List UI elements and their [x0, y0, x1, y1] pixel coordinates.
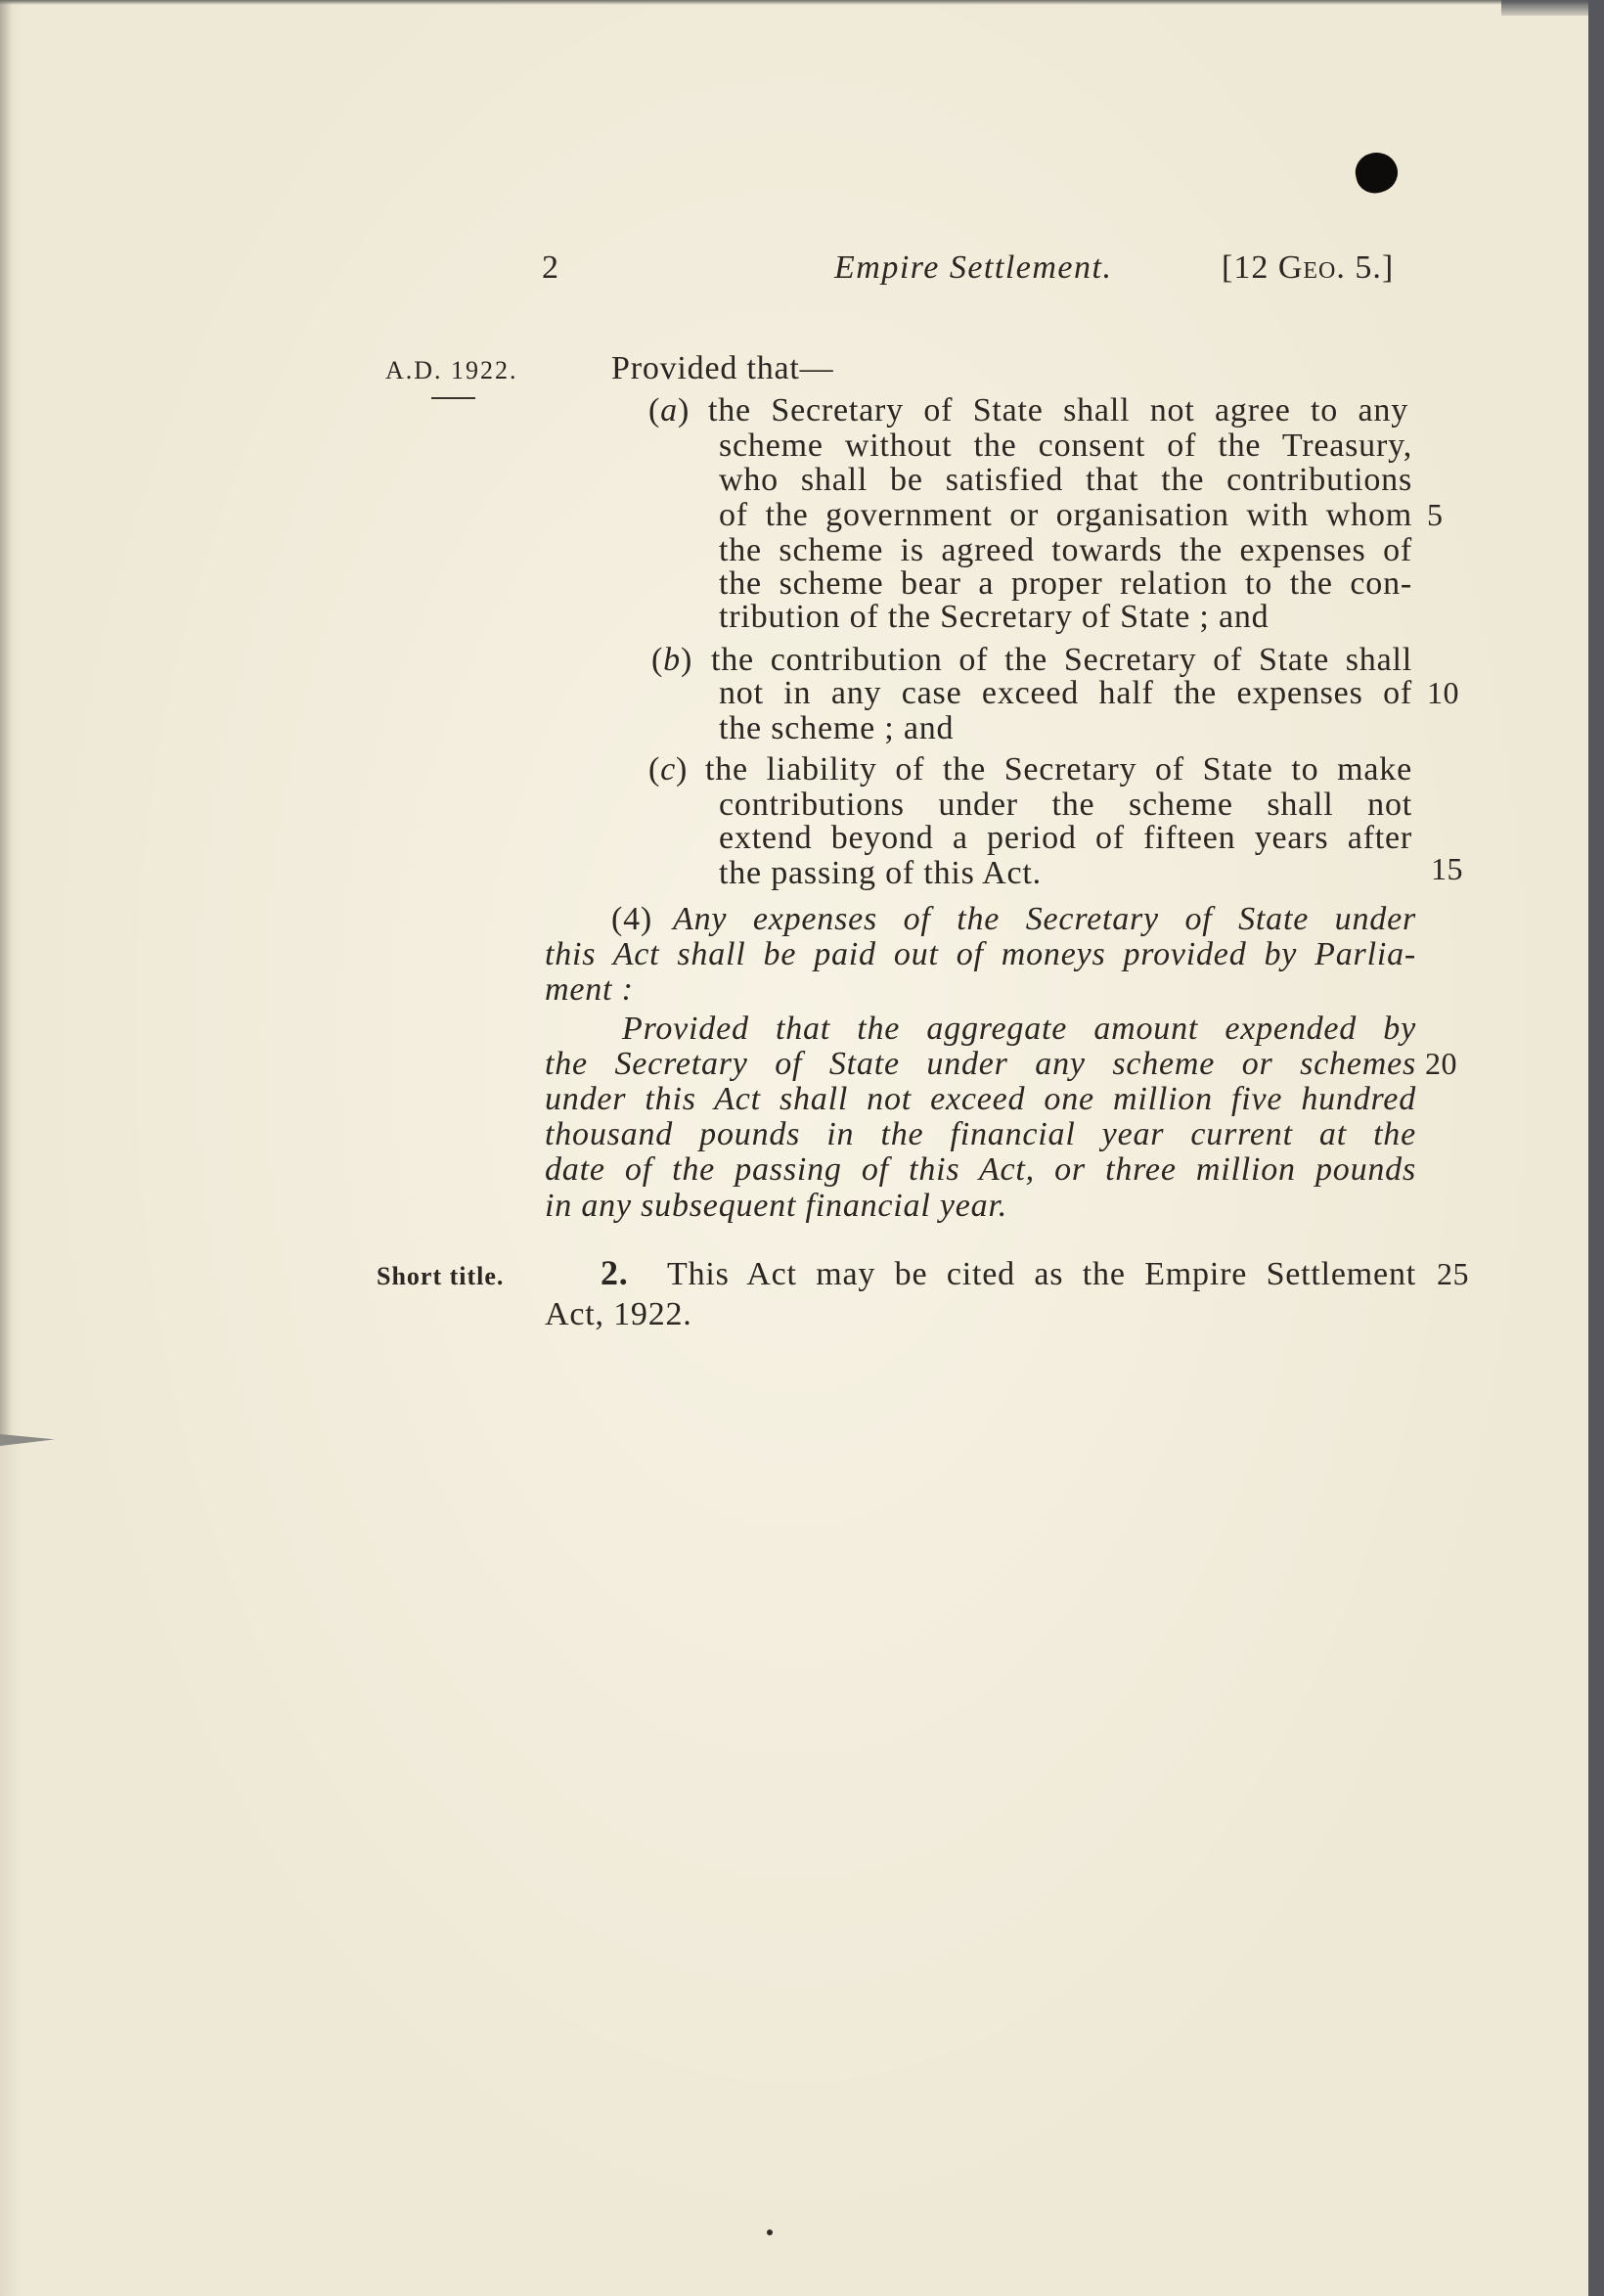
paragraph-c-line: the passing of this Act.: [719, 855, 1042, 891]
running-title: Empire Settlement.: [834, 249, 1113, 286]
paragraph-label-c: (c): [648, 751, 689, 788]
subsection-4-label: (4): [611, 901, 653, 937]
margin-rule: [431, 397, 475, 399]
line-number: 10: [1427, 675, 1459, 710]
line-number: 5: [1427, 497, 1444, 532]
paragraph-c-line: extend beyond a period of fifteen years after: [719, 820, 1412, 856]
paragraph-b-line: not in any case exceed half the expenses of: [719, 675, 1412, 711]
paragraph-label-a: (a): [648, 392, 691, 428]
paragraph-c-line: the liability of the Secretary of State to make: [705, 751, 1412, 788]
paragraph-label-b: (b): [651, 642, 693, 678]
paragraph-a-line: the scheme is agreed towards the expenses of: [719, 532, 1412, 568]
line-number: 25: [1437, 1256, 1469, 1291]
paragraph-b-line: the scheme ; and: [719, 710, 955, 746]
subsection-4-proviso-line: thousand pounds in the financial year current at the: [545, 1116, 1416, 1152]
subsection-4-line: Any expenses of the Secretary of State under: [673, 901, 1416, 937]
subsection-4-proviso-line: date of the passing of this Act, or three million pounds: [545, 1151, 1416, 1188]
section-2-line: Act, 1922.: [545, 1296, 692, 1332]
proviso-intro: Provided that—: [611, 350, 834, 386]
scan-border-top: [0, 0, 1588, 5]
subsection-4-proviso-line: in any subsequent financial year.: [545, 1188, 1008, 1224]
scan-border-corner: [1501, 0, 1588, 16]
section-2-number: 2.: [601, 1253, 629, 1292]
paragraph-b-line: the contribution of the Secretary of State shall: [711, 642, 1412, 678]
margin-year: A.D. 1922.: [385, 356, 518, 384]
subsection-4-line: this Act shall be paid out of moneys provided by Parlia-: [545, 936, 1416, 972]
margin-short-title: Short title.: [377, 1262, 505, 1290]
paragraph-a-line: the scheme bear a proper relation to the con-: [719, 565, 1412, 602]
punch-hole: [1352, 149, 1402, 197]
line-number: 15: [1431, 851, 1463, 886]
regnal-year: [12 Geo. 5.]: [1222, 249, 1395, 286]
paragraph-a-line: scheme without the consent of the Treasury,: [719, 428, 1412, 464]
paragraph-a-line: who shall be satisfied that the contributions: [719, 462, 1412, 498]
subsection-4-proviso-line: the Secretary of State under any scheme or schemes: [545, 1046, 1416, 1082]
paper-tear: [0, 1434, 55, 1446]
paragraph-a-line: of the government or organisation with whom: [719, 497, 1412, 533]
line-number: 20: [1425, 1046, 1457, 1081]
subsection-4-line: ment :: [545, 971, 634, 1008]
ink-speck: [767, 2229, 773, 2235]
subsection-4-proviso-line: under this Act shall not exceed one million five hundred: [545, 1081, 1416, 1117]
section-2-line: This Act may be cited as the Empire Settlement: [667, 1256, 1416, 1292]
paragraph-a-line: the Secretary of State shall not agree to any: [708, 392, 1408, 428]
scan-border-left: [0, 0, 12, 1438]
page-number: 2: [542, 249, 559, 286]
paragraph-c-line: contributions under the scheme shall not: [719, 787, 1412, 823]
subsection-4-proviso-line: Provided that the aggregate amount expended by: [622, 1011, 1416, 1047]
paragraph-a-line: tribution of the Secretary of State ; and: [719, 599, 1270, 635]
